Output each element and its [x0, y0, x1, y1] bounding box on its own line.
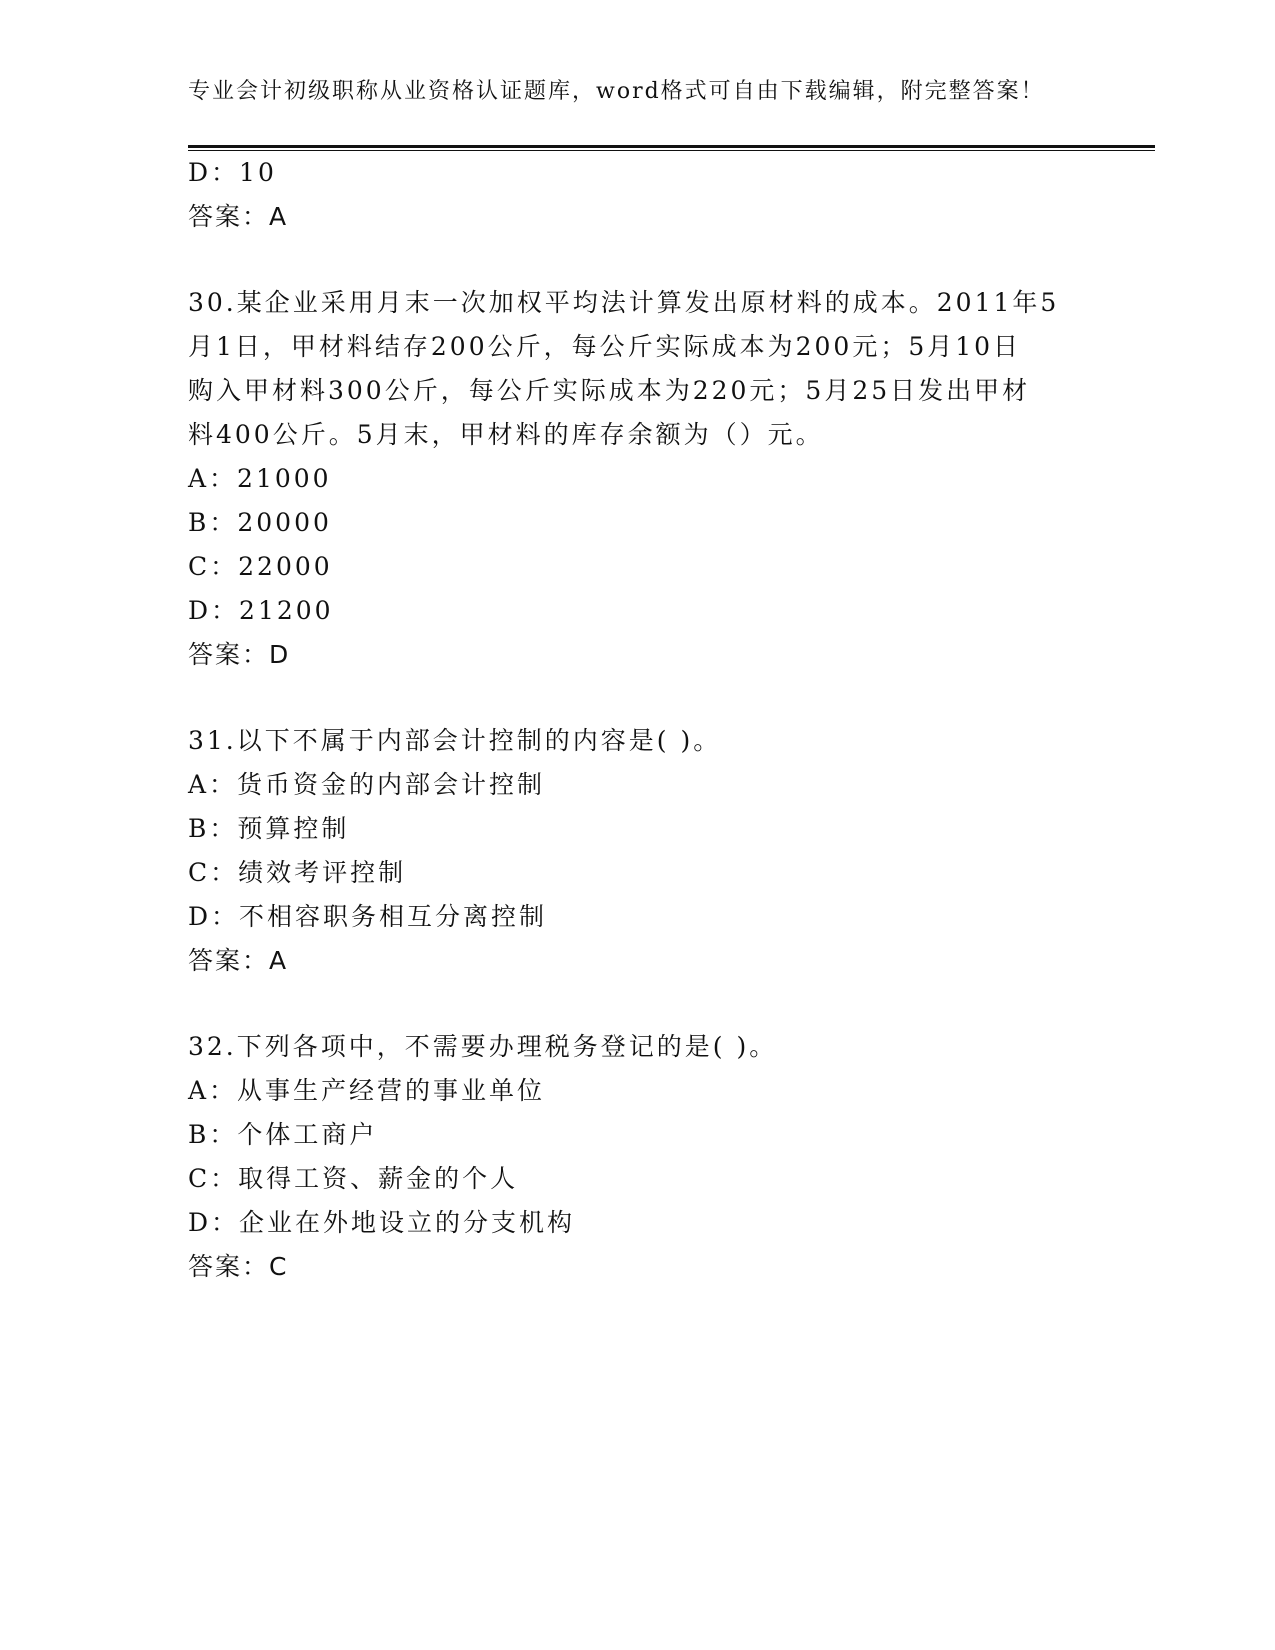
q30-option-a: A：21000: [188, 464, 332, 493]
q31-option-a: A：货币资金的内部会计控制: [188, 770, 546, 799]
q31-option-c: C：绩效考评控制: [188, 858, 407, 887]
q30-answer: 答案：D: [188, 640, 291, 669]
q31-option-d: D：不相容职务相互分离控制: [188, 902, 548, 931]
prev-option-d: D：10: [188, 158, 277, 187]
q32-answer: 答案：C: [188, 1252, 289, 1281]
q30-stem-line-1: 30.某企业采用月末一次加权平均法计算发出原材料的成本。2011年5: [188, 288, 1060, 317]
q31-option-b: B：预算控制: [188, 814, 350, 843]
q30-stem-line-2: 月1日，甲材料结存200公斤，每公斤实际成本为200元；5月10日: [188, 332, 1022, 361]
page-header: 专业会计初级职称从业资格认证题库，word格式可自由下载编辑，附完整答案！: [188, 79, 1045, 104]
q30-stem-line-3: 购入甲材料300公斤，每公斤实际成本为220元；5月25日发出甲材: [188, 376, 1031, 405]
q32-option-b: B：个体工商户: [188, 1120, 378, 1149]
q32-stem: 32.下列各项中，不需要办理税务登记的是( )。: [188, 1032, 778, 1061]
prev-answer: 答案：A: [188, 202, 289, 231]
q30-option-b: B：20000: [188, 508, 332, 537]
q30-stem-line-4: 料400公斤。5月末，甲材料的库存余额为（）元。: [188, 420, 824, 449]
q31-stem: 31.以下不属于内部会计控制的内容是( )。: [188, 726, 722, 755]
header-rule-thin: [188, 150, 1155, 151]
q30-option-d: D：21200: [188, 596, 334, 625]
q32-option-a: A：从事生产经营的事业单位: [188, 1076, 546, 1105]
q30-option-c: C：22000: [188, 552, 333, 581]
q32-option-d: D：企业在外地设立的分支机构: [188, 1208, 576, 1237]
q32-option-c: C：取得工资、薪金的个人: [188, 1164, 519, 1193]
header-rule-thick: [188, 145, 1155, 148]
q31-answer: 答案：A: [188, 946, 289, 975]
